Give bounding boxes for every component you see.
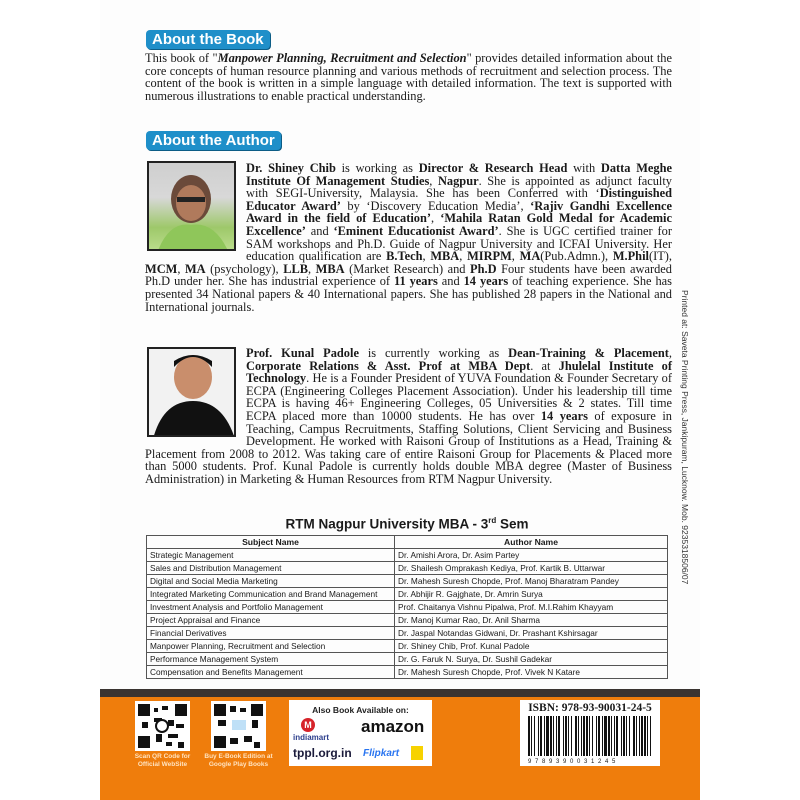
text: rd bbox=[488, 516, 497, 525]
barcode-bar bbox=[614, 716, 615, 756]
bio-text-segment: ‘Mahila Ratan Gold Medal for Academic Excellence’ bbox=[246, 211, 672, 238]
bio-text-segment: , bbox=[177, 261, 185, 276]
available-on-box bbox=[289, 700, 432, 766]
barcode-bar bbox=[650, 716, 651, 756]
bio-text-segment: 14 years bbox=[463, 274, 509, 289]
table-row bbox=[147, 653, 668, 666]
table-row bbox=[147, 627, 668, 640]
barcode-bar bbox=[644, 716, 646, 756]
bio-text-segment: of exposure in Teaching, Campus Recruitments, Staffing Solutions, Client Servicing and Business Development. He worked with Raisoni Group of Institutions as a Head, Training & Placement from 2008 to 2012. Was taking care of entire Raisoni Group for Placements & Placed more than 5000 students. Prof. Kunal Padole is currently holds double MBA degree (Master of Business Administration) in Marketing & Human Resources from RTM Nagpur University. bbox=[145, 408, 673, 486]
barcode-bar bbox=[571, 716, 572, 756]
bio-text-segment: (Market Research) and bbox=[344, 261, 471, 276]
author-cell: Prof. Chaitanya Vishnu Pipalwa, Prof. M.I.Rahim Khayyam bbox=[395, 601, 668, 614]
barcode-bar bbox=[538, 716, 539, 756]
table-row bbox=[147, 562, 668, 575]
subject-cell: Financial Derivatives bbox=[147, 627, 395, 640]
barcode-bar bbox=[563, 716, 564, 756]
bio-text-segment: Dr. Shiney Chib bbox=[246, 161, 336, 175]
bio-text-segment: , bbox=[459, 249, 468, 264]
bio-text-segment: Datta Meghe Institute Of Management Studies bbox=[246, 161, 672, 188]
bio-text-segment: and bbox=[437, 274, 464, 289]
barcode-bar bbox=[553, 716, 554, 756]
text: " provides detailed information about the core concepts of human resource planning and various methods of recruitment and selection process. The content of the book is written in a simple language with detailed information. The text is supported with numerous illustrations to enable practical understanding. bbox=[145, 51, 672, 103]
author-cell: Dr. Shiney Chib, Prof. Kunal Padole bbox=[395, 640, 668, 653]
bio-text-segment: of teaching experience. She has presented 34 National papers & 40 International papers. She has published 28 papers in the National and International journals. bbox=[145, 274, 672, 314]
bio-text-segment: LLB bbox=[283, 261, 308, 276]
barcode-bar bbox=[583, 716, 585, 756]
bio-text-segment: is working as bbox=[335, 161, 419, 175]
table-row bbox=[147, 640, 668, 653]
bio-text-segment: MBA bbox=[430, 249, 460, 264]
barcode-bar bbox=[556, 716, 557, 756]
bio-text-segment: MBA bbox=[315, 261, 345, 276]
barcode-bar bbox=[647, 716, 648, 756]
bio-text-segment: with bbox=[567, 161, 601, 175]
bio-text-segment: , bbox=[429, 173, 438, 188]
bio-text-segment: 14 years bbox=[540, 408, 588, 423]
subject-cell: Manpower Planning, Recruitment and Selection bbox=[147, 640, 395, 653]
bio-text-segment: . She is UGC certified trainer for SAM workshops and Ph.D. Guide of Nagpur University and ICFAI University. Her education qualification are bbox=[246, 223, 672, 264]
author-cell: Dr. Jaspal Notandas Gidwani, Dr. Prashant Kshirsagar bbox=[395, 627, 668, 640]
indiamart-logo-icon: M bbox=[301, 718, 315, 732]
bio-text-segment: , bbox=[511, 249, 520, 264]
qr-code-icon bbox=[138, 704, 187, 748]
about-book-heading: About the Book bbox=[146, 30, 270, 49]
text: Sem bbox=[496, 516, 529, 532]
barcode-bar bbox=[604, 716, 607, 756]
table-row bbox=[147, 614, 668, 627]
barcode-bar bbox=[581, 716, 582, 756]
barcode-bar bbox=[589, 716, 590, 756]
subject-cell: Sales and Distribution Management bbox=[147, 562, 395, 575]
subject-cell: Investment Analysis and Portfolio Management bbox=[147, 601, 395, 614]
bio-text-segment: . at bbox=[530, 358, 559, 373]
barcode-bar bbox=[528, 716, 530, 756]
bio-text-segment: , bbox=[308, 261, 316, 276]
author-cell: Dr. Mahesh Suresh Chopde, Prof. Vivek N Katare bbox=[395, 666, 668, 679]
author-cell: Dr. Mahesh Suresh Chopde, Prof. Manoj Bharatram Pandey bbox=[395, 575, 668, 588]
bio-text-segment: ‘Rajiv Gandhi Excellence Award in the field of Education’ bbox=[246, 198, 672, 226]
barcode-bar bbox=[626, 716, 627, 756]
subject-cell: Performance Management System bbox=[147, 653, 395, 666]
bio-text-segment: . He is a Founder President of YUVA Foundation & Founder Secretary of ECPA (Engineering Colleges Placement Association). Under his leadership till time ECPA is having 46+ Engineering Colleges, 05 Universities & 2 states. Till time ECPA placed more than 10000 students. He has over bbox=[246, 371, 672, 423]
bio-text-segment: MIRPM bbox=[467, 249, 512, 264]
bio-text-segment: Corporate Relations & Asst. Prof at MBA Dept bbox=[246, 358, 531, 373]
isbn-number: ISBN: 978-93-90031-24-5 bbox=[528, 702, 652, 714]
barcode-bar bbox=[633, 716, 635, 756]
author-cell: Dr. Amishi Arora, Dr. Asim Partey bbox=[395, 549, 668, 562]
barcode-bar bbox=[531, 716, 532, 756]
about-book-text bbox=[145, 52, 672, 102]
barcode-bar bbox=[586, 716, 588, 756]
bio-text-segment: , bbox=[431, 211, 441, 226]
available-on-title: Also Book Available on: bbox=[312, 705, 409, 715]
text: This book of " bbox=[145, 51, 218, 65]
divider-bar bbox=[100, 689, 700, 697]
bio-text-segment: Prof. Kunal Padole bbox=[246, 346, 359, 360]
table-title bbox=[146, 516, 668, 532]
table-row bbox=[147, 666, 668, 679]
bio-text-segment: Jhulelal Institute of Technology bbox=[246, 358, 672, 386]
barcode-bar bbox=[621, 716, 622, 756]
table-row bbox=[147, 575, 668, 588]
author-cell: Dr. Abhijir R. Gajghate, Dr. Amrin Surya bbox=[395, 588, 668, 601]
barcode-icon bbox=[528, 716, 652, 756]
barcode-bar bbox=[546, 716, 549, 756]
subject-cell: Compensation and Benefits Management bbox=[147, 666, 395, 679]
table-row bbox=[147, 549, 668, 562]
barcode-bar bbox=[602, 716, 603, 756]
bio-text-segment: is currently working as bbox=[358, 346, 509, 360]
tppl-link[interactable]: tppl.org.in bbox=[293, 746, 352, 760]
subject-cell: Integrated Marketing Communication and Brand Management bbox=[147, 588, 395, 601]
bio-text-segment: (Pub.Admn.), bbox=[540, 249, 613, 264]
barcode-bar bbox=[641, 716, 643, 756]
bio-text-segment: Nagpur bbox=[437, 173, 479, 188]
bio-text-segment: MA bbox=[184, 261, 206, 276]
author1-bio bbox=[145, 162, 672, 313]
barcode-bar bbox=[568, 716, 569, 756]
bio-text-segment: Director & Research Head bbox=[418, 161, 568, 175]
barcode-digits: 9 7 8 9 3 9 0 0 3 1 2 4 5 bbox=[528, 759, 617, 765]
printer-info: Printed at: Saveta Printing Press, Jankipuram, Lucknow. Mob. 9235318506/07 bbox=[680, 290, 690, 585]
barcode-bar bbox=[598, 716, 600, 756]
barcode-bar bbox=[636, 716, 637, 756]
barcode-bar bbox=[639, 716, 640, 756]
flipkart-link[interactable]: Flipkart bbox=[363, 748, 400, 759]
bio-text-segment: Ph.D bbox=[470, 261, 497, 276]
qr1-caption: Scan QR Code for Official WebSite bbox=[134, 753, 191, 768]
bio-text-segment: MA bbox=[519, 249, 541, 264]
bio-text-segment: (psychology), bbox=[205, 261, 284, 276]
book-title: Manpower Planning, Recruitment and Selection bbox=[217, 51, 467, 65]
barcode-bar bbox=[616, 716, 618, 756]
subject-cell: Digital and Social Media Marketing bbox=[147, 575, 395, 588]
bio-text-segment: MCM bbox=[145, 261, 178, 276]
subject-cell: Strategic Management bbox=[147, 549, 395, 562]
bio-text-segment: . She is appointed as adjunct faculty with SEGI-University, Malaysia. She has been Conferred with ‘ bbox=[246, 173, 672, 201]
barcode-bar bbox=[550, 716, 552, 756]
barcode-bar bbox=[608, 716, 610, 756]
syllabus-table bbox=[146, 535, 668, 679]
author2-bio bbox=[145, 347, 672, 486]
bio-text-segment: (IT), bbox=[648, 249, 672, 264]
author-cell: Dr. Manoj Kumar Rao, Dr. Anil Sharma bbox=[395, 614, 668, 627]
amazon-link[interactable]: amazon bbox=[361, 717, 425, 736]
column-header: Subject Name bbox=[147, 536, 395, 549]
about-author-heading: About the Author bbox=[146, 131, 281, 150]
bio-text-segment: M.Phil bbox=[612, 249, 649, 264]
bio-text-segment: and bbox=[305, 223, 334, 238]
qr2-caption: Buy E-Book Edition at Google Play Books bbox=[204, 753, 273, 768]
table-row bbox=[147, 588, 668, 601]
barcode-bar bbox=[611, 716, 612, 756]
barcode-bar bbox=[540, 716, 542, 756]
author-cell: Dr. Shailesh Omprakash Kediya, Prof. Kartik B. Uttarwar bbox=[395, 562, 668, 575]
barcode-bar bbox=[629, 716, 630, 756]
qr-code-icon bbox=[214, 704, 263, 748]
table-row bbox=[147, 601, 668, 614]
bio-text-segment: B.Tech bbox=[386, 249, 423, 264]
bio-text-segment: Four students have been awarded Ph.D under her. She has industrial experience of bbox=[145, 261, 672, 289]
isbn-barcode-box bbox=[520, 700, 660, 766]
barcode-bar bbox=[623, 716, 625, 756]
bio-text-segment: 11 years bbox=[393, 274, 438, 289]
bio-text-segment: , bbox=[422, 249, 431, 264]
bio-text-segment: by ‘Discovery Education Media’, bbox=[340, 198, 531, 213]
barcode-bar bbox=[544, 716, 545, 756]
bio-text-segment: , bbox=[668, 346, 673, 360]
qr-code-google-play[interactable] bbox=[211, 701, 266, 751]
barcode-bar bbox=[534, 716, 535, 756]
bio-text-segment: Distinguished Educator Award’ bbox=[246, 186, 672, 213]
barcode-bar bbox=[578, 716, 579, 756]
column-header: Author Name bbox=[395, 536, 668, 549]
text: RTM Nagpur University MBA - 3 bbox=[285, 516, 489, 532]
barcode-bar bbox=[592, 716, 593, 756]
indiamart-link[interactable]: indiamart bbox=[293, 733, 330, 742]
barcode-bar bbox=[558, 716, 560, 756]
barcode-bar bbox=[596, 716, 597, 756]
bio-text-segment: Dean-Training & Placement bbox=[508, 346, 669, 360]
barcode-bar bbox=[575, 716, 577, 756]
author-cell: Dr. G. Faruk N. Surya, Dr. Sushil Gadekar bbox=[395, 653, 668, 666]
table-header-row bbox=[147, 536, 668, 549]
barcode-bar bbox=[565, 716, 567, 756]
subject-cell: Project Appraisal and Finance bbox=[147, 614, 395, 627]
qr-code-website[interactable] bbox=[135, 701, 190, 751]
flipkart-bag-icon bbox=[411, 746, 423, 760]
bio-text-segment: ‘Eminent Educationist Award’ bbox=[333, 223, 499, 238]
